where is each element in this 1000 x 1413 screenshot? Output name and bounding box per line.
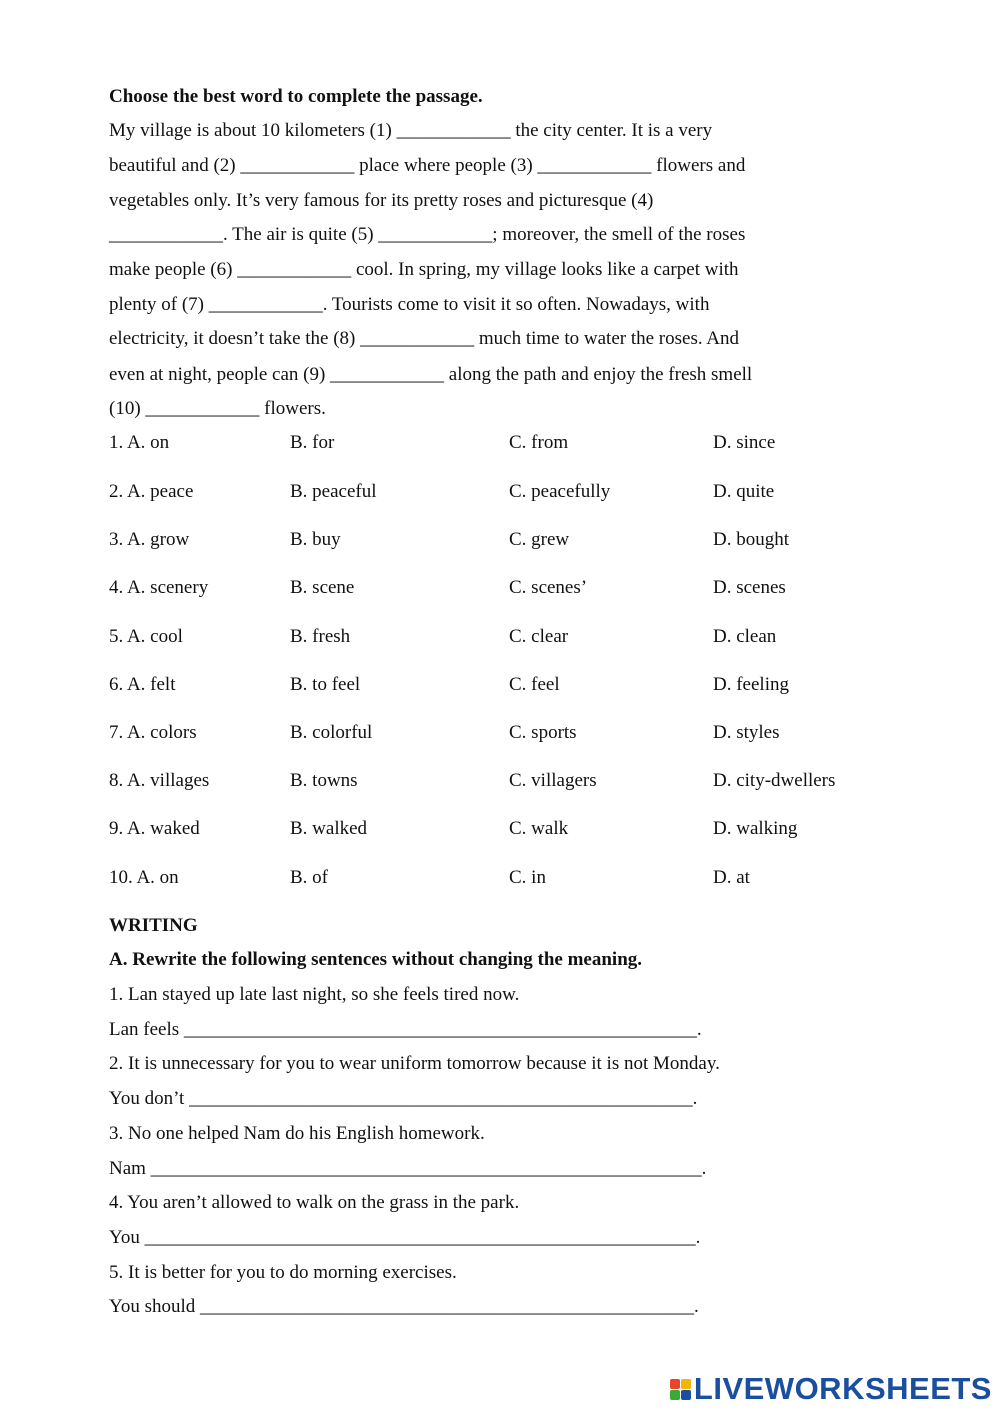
option-a[interactable]: 2. A. peace	[109, 481, 194, 502]
logo-square	[670, 1390, 680, 1400]
option-d[interactable]: D. clean	[713, 626, 777, 647]
option-c[interactable]: C. from	[509, 432, 569, 453]
option-a[interactable]: 8. A. villages	[109, 770, 210, 791]
passage-line: beautiful and (2) ____________ place where people (3) ____________ flowers and	[109, 155, 746, 176]
liveworksheets-logo	[670, 1369, 992, 1409]
option-b[interactable]: B. buy	[290, 529, 341, 550]
option-a[interactable]: 9. A. waked	[109, 818, 200, 839]
option-d[interactable]: D. city-dwellers	[713, 770, 836, 791]
logo-square	[670, 1379, 680, 1389]
rewrite-prompt: 3. No one helped Nam do his English homework.	[109, 1123, 485, 1144]
passage-line: electricity, it doesn’t take the (8) ____________ much time to water the roses. And	[109, 328, 740, 349]
option-c[interactable]: C. walk	[509, 818, 569, 839]
rewrite-answer-line[interactable]: Nam __________________________________________________________.	[109, 1158, 707, 1179]
logo-text: LIVEWORKSHEETS	[693, 1371, 992, 1406]
option-c[interactable]: C. feel	[509, 674, 560, 695]
option-d[interactable]: D. since	[713, 432, 776, 453]
passage-line: ____________. The air is quite (5) ____________; moreover, the smell of the roses	[109, 224, 746, 245]
option-a[interactable]: 6. A. felt	[109, 674, 176, 695]
rewrite-prompt: 1. Lan stayed up late last night, so she feels tired now.	[109, 984, 520, 1005]
option-d[interactable]: D. at	[713, 867, 750, 888]
option-c[interactable]: C. scenes’	[509, 577, 588, 598]
rewrite-prompt: 2. It is unnecessary for you to wear uniform tomorrow because it is not Monday.	[109, 1053, 720, 1074]
logo-square	[681, 1390, 691, 1400]
option-b[interactable]: B. walked	[290, 818, 368, 839]
rewrite-prompt: 5. It is better for you to do morning exercises.	[109, 1262, 457, 1283]
option-d[interactable]: D. styles	[713, 722, 780, 743]
option-b[interactable]: B. scene	[290, 577, 355, 598]
passage-line: make people (6) ____________ cool. In spring, my village looks like a carpet with	[109, 259, 739, 280]
option-b[interactable]: B. for	[290, 432, 335, 453]
option-c[interactable]: C. grew	[509, 529, 570, 550]
option-d[interactable]: D. walking	[713, 818, 798, 839]
passage-line: My village is about 10 kilometers (1) ____________ the city center. It is a very	[109, 120, 713, 141]
option-a[interactable]: 7. A. colors	[109, 722, 197, 743]
option-c[interactable]: C. peacefully	[509, 481, 611, 502]
passage-line: vegetables only. It’s very famous for its pretty roses and picturesque (4)	[109, 190, 654, 211]
writing-subheading: A. Rewrite the following sentences without changing the meaning.	[109, 949, 643, 970]
option-a[interactable]: 3. A. grow	[109, 529, 190, 550]
option-b[interactable]: B. peaceful	[290, 481, 377, 502]
option-c[interactable]: C. villagers	[509, 770, 597, 791]
rewrite-answer-line[interactable]: You don’t _____________________________________________________.	[109, 1088, 698, 1109]
writing-heading: WRITING	[109, 915, 198, 936]
rewrite-answer-line[interactable]: Lan feels ______________________________________________________.	[109, 1019, 702, 1040]
option-a[interactable]: 5. A. cool	[109, 626, 183, 647]
exercise-title: Choose the best word to complete the passage.	[109, 86, 483, 107]
option-b[interactable]: B. colorful	[290, 722, 373, 743]
logo-squares-icon	[670, 1379, 691, 1400]
option-d[interactable]: D. quite	[713, 481, 775, 502]
passage-line: (10) ____________ flowers.	[109, 398, 326, 419]
option-b[interactable]: B. fresh	[290, 626, 351, 647]
option-d[interactable]: D. feeling	[713, 674, 789, 695]
rewrite-answer-line[interactable]: You __________________________________________________________.	[109, 1227, 701, 1248]
option-a[interactable]: 1. A. on	[109, 432, 170, 453]
option-b[interactable]: B. of	[290, 867, 328, 888]
option-b[interactable]: B. towns	[290, 770, 358, 791]
option-a[interactable]: 10. A. on	[109, 867, 179, 888]
option-b[interactable]: B. to feel	[290, 674, 361, 695]
rewrite-answer-line[interactable]: You should ____________________________________________________.	[109, 1296, 699, 1317]
option-a[interactable]: 4. A. scenery	[109, 577, 209, 598]
option-c[interactable]: C. sports	[509, 722, 577, 743]
passage-line: even at night, people can (9) ____________ along the path and enjoy the fresh smell	[109, 364, 753, 385]
option-c[interactable]: C. clear	[509, 626, 569, 647]
logo-square	[681, 1379, 691, 1389]
option-d[interactable]: D. bought	[713, 529, 789, 550]
option-c[interactable]: C. in	[509, 867, 546, 888]
passage-line: plenty of (7) ____________. Tourists come to visit it so often. Nowadays, with	[109, 294, 710, 315]
rewrite-prompt: 4. You aren’t allowed to walk on the grass in the park.	[109, 1192, 520, 1213]
option-d[interactable]: D. scenes	[713, 577, 786, 598]
